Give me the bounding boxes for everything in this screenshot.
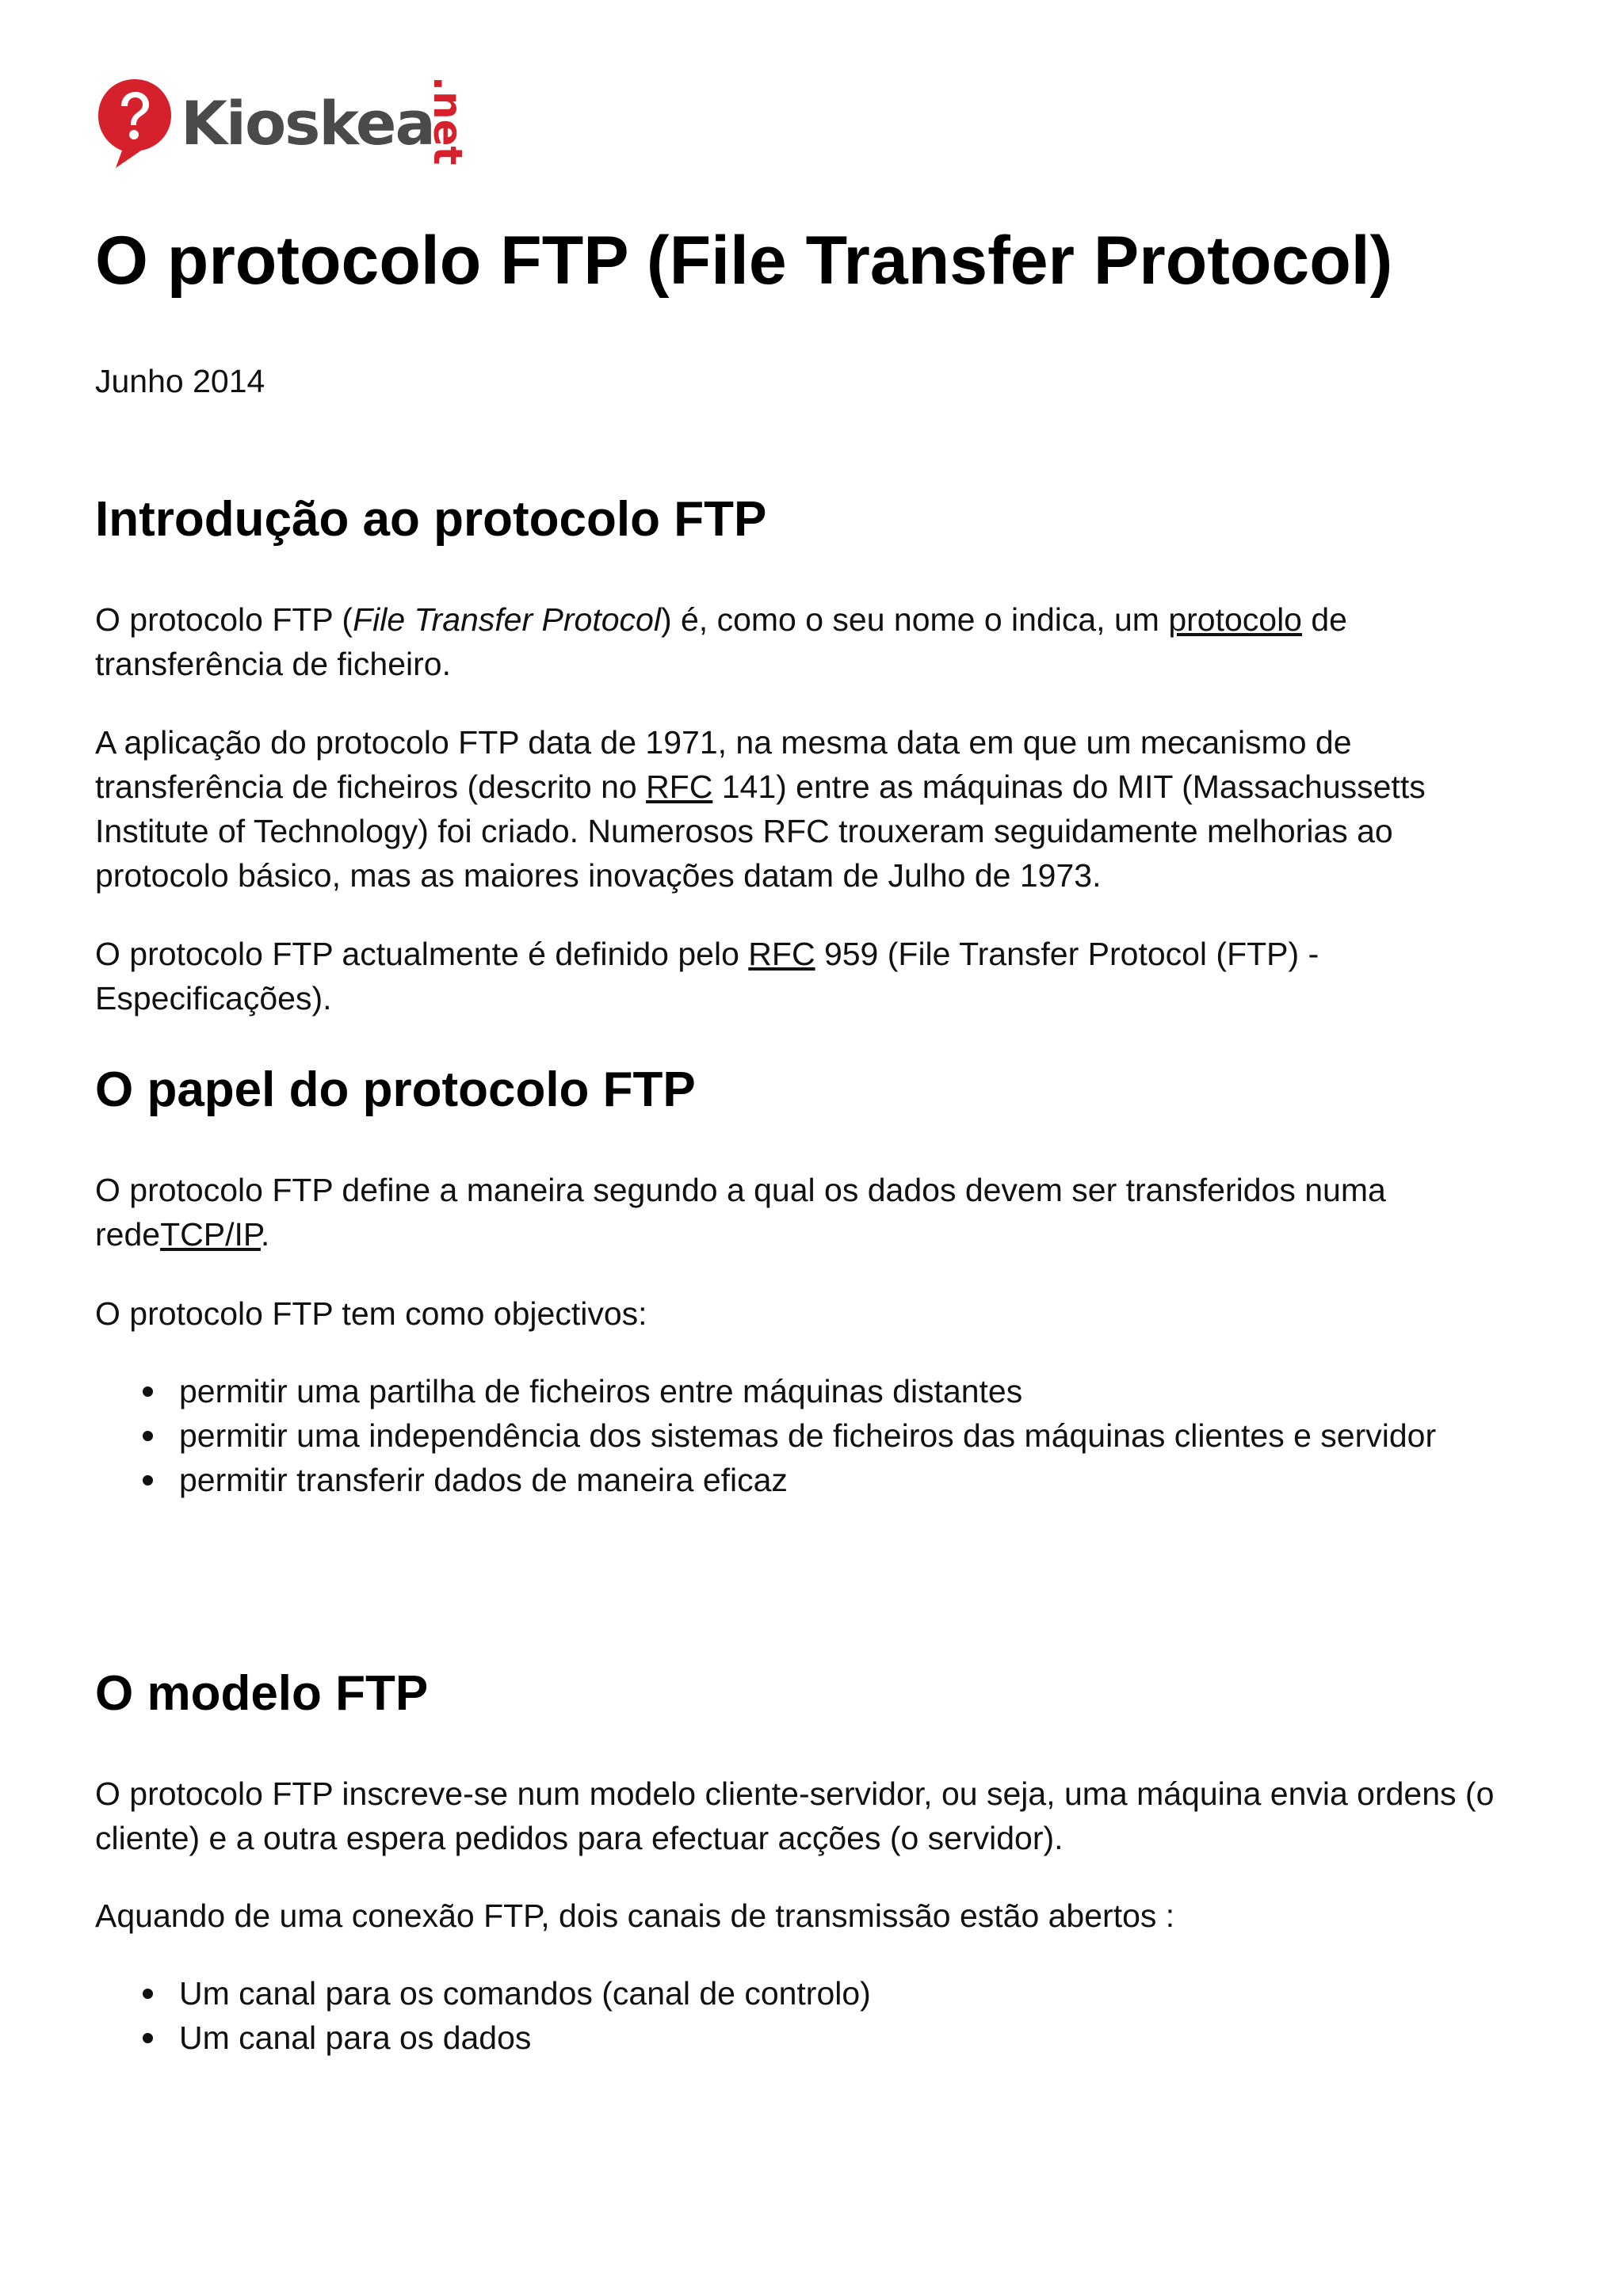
- text: 959 (File Transfer Protocol (FTP) - Especificações).: [95, 936, 1319, 1016]
- protocolo-link[interactable]: protocolo: [1168, 601, 1302, 638]
- list-item: permitir transferir dados de maneira eficaz: [95, 1458, 1537, 1502]
- list-item: permitir uma independência dos sistemas de ficheiros das máquinas clientes e servidor: [95, 1413, 1537, 1458]
- intro-paragraph-2: [95, 720, 1522, 898]
- page-title: O protocolo FTP (File Transfer Protocol): [95, 223, 1393, 299]
- text: .: [260, 1216, 270, 1253]
- channels-list: [95, 1971, 1537, 2060]
- rfc-link[interactable]: RFC: [646, 769, 713, 805]
- text: de transferência de ficheiro.: [95, 601, 1347, 682]
- publish-date: Junho 2014: [95, 363, 265, 399]
- intro-paragraph-1: [95, 597, 1522, 686]
- model-paragraph-2: Aquando de uma conexão FTP, dois canais de transmissão estão abertos :: [95, 1897, 1175, 1934]
- section-heading-role: O papel do protocolo FTP: [95, 1062, 696, 1117]
- tcp-ip-link[interactable]: TCP/IP: [160, 1216, 261, 1253]
- text: O protocolo FTP (: [95, 601, 353, 638]
- list-item: Um canal para os comandos (canal de controlo): [95, 1971, 1537, 2016]
- text: 141) entre as máquinas do MIT (Massachussetts Institute of Technology) foi criado. Numerosos RFC trouxeram seguidamente melhorias ao protocolo básico, mas as maiores inovações datam de Julho de 1973.: [95, 769, 1426, 894]
- text: A aplicação do protocolo FTP data de 1971, na mesma data em que um mecanismo de transferência de ficheiros (descrito no: [95, 724, 1352, 805]
- section-heading-model: O modelo FTP: [95, 1666, 429, 1721]
- kioskea-logo[interactable]: Kioskea .net: [95, 76, 460, 179]
- list-item: permitir uma partilha de ficheiros entre máquinas distantes: [95, 1369, 1537, 1413]
- section-heading-intro: Introdução ao protocolo FTP: [95, 492, 767, 547]
- logo-wordmark: Kioskea: [181, 88, 434, 158]
- role-paragraph-1: [95, 1168, 1522, 1257]
- role-paragraph-2: O protocolo FTP tem como objectivos:: [95, 1295, 647, 1332]
- text: O protocolo FTP actualmente é definido pelo: [95, 936, 749, 972]
- list-item: Um canal para os dados: [95, 2016, 1537, 2060]
- kioskea-question-bubble-icon: [95, 76, 174, 171]
- model-paragraph-1: O protocolo FTP inscreve-se num modelo cliente-servidor, ou seja, uma máquina envia ordens (o cliente) e a outra espera pedidos para efectuar acções (o servidor).: [95, 1775, 1495, 1856]
- text: O protocolo FTP define a maneira segundo a qual os dados devem ser transferidos numa rede: [95, 1172, 1386, 1253]
- objectives-list: [95, 1369, 1537, 1502]
- text: ) é, como o seu nome o indica, um: [660, 601, 1169, 638]
- rfc-link[interactable]: RFC: [748, 936, 815, 972]
- intro-paragraph-3: [95, 932, 1522, 1020]
- emphasis: File Transfer Protocol: [353, 601, 661, 638]
